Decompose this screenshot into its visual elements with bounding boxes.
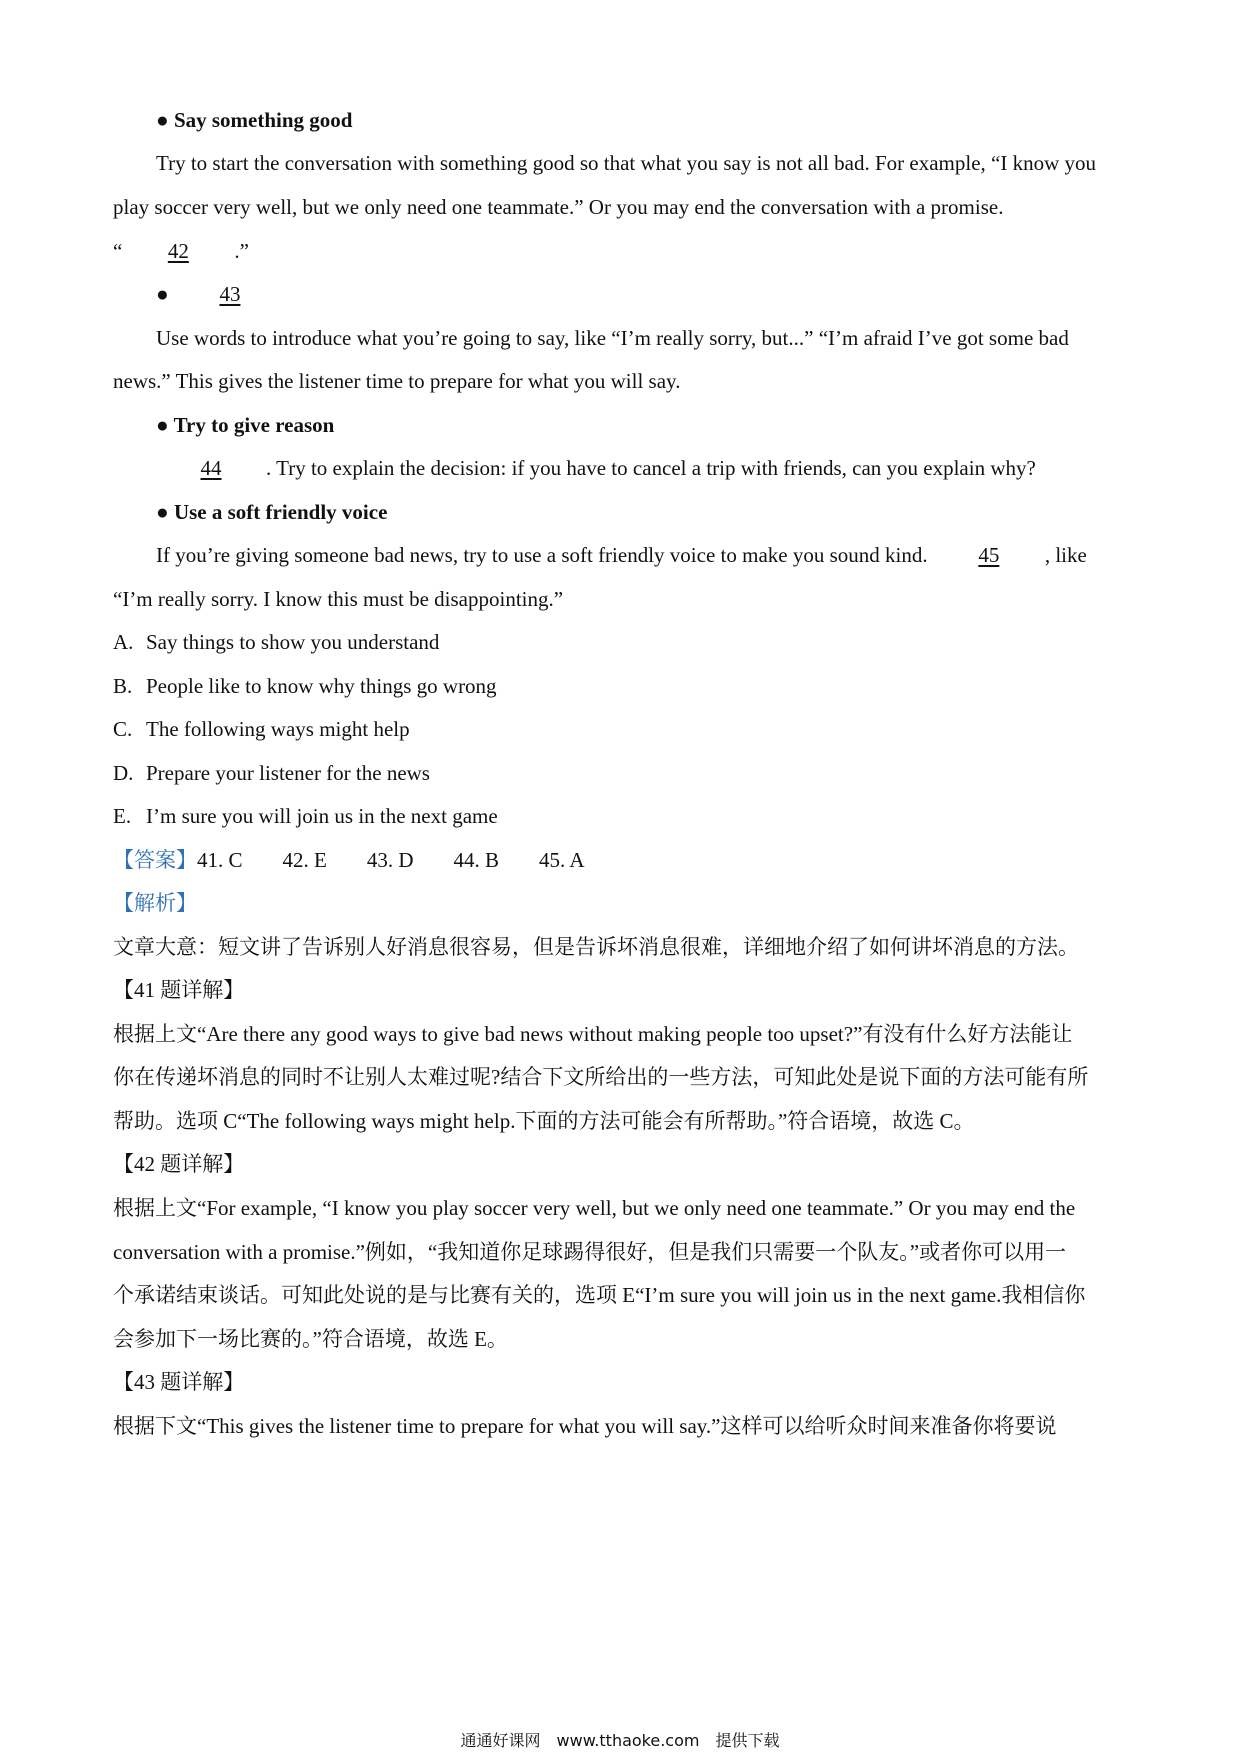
analysis-line: conversation with a promise.”例如，“我知道你足球踢得很好，但是我们只需要一个队友。”或者你可以用一 <box>113 1240 1067 1264</box>
analysis-label: 【解析】 <box>113 891 197 915</box>
option-letter: D. <box>113 761 134 785</box>
option-b <box>113 672 1133 700</box>
q41-label: 【41 题详解】 <box>113 978 245 1002</box>
option-letter: E. <box>113 804 132 828</box>
option-letter: A. <box>113 630 134 654</box>
analysis-line: 个承诺结束谈话。可知此处说的是与比赛有关的，选项 E“I’m sure you will join us in the next game.我相信你 <box>113 1283 1086 1307</box>
answer-item: 42. E <box>282 848 327 872</box>
analysis-line: 帮助。选项 C“The following ways might help.下面的方法可能会有所帮助。”符合语境，故选 C。 <box>113 1109 975 1133</box>
paragraph-line: “I’m really sorry. I know this must be disappointing.” <box>113 587 564 611</box>
option-text: People like to know why things go wrong <box>146 674 497 698</box>
option-text: The following ways might help <box>146 717 410 741</box>
option-c <box>113 715 1133 743</box>
heading-blank-43 <box>156 280 1176 308</box>
bullet: ● <box>156 282 169 306</box>
paragraph-line: play soccer very well, but we only need one teammate.” Or you may end the conversation with a promise. <box>113 195 1004 219</box>
analysis-line: 你在传递坏消息的同时不让别人太难过呢?结合下文所给出的一些方法，可知此处是说下面的方法可能有所 <box>113 1065 1089 1089</box>
answer-item: 43. D <box>366 848 414 872</box>
heading-say-something-good: ● Say something good <box>156 108 353 132</box>
blank-44-line <box>156 454 1176 482</box>
blank-43: 43 <box>219 282 241 306</box>
heading-text: Say something good <box>173 108 353 132</box>
paragraph-line: Try to start the conversation with something good so that what you say is not all bad. For example, “I know you <box>156 151 1097 175</box>
answer-label: 【答案】 <box>113 848 197 872</box>
open-quote: “ <box>113 239 123 263</box>
analysis-summary: 文章大意：短文讲了告诉别人好消息很容易，但是告诉坏消息很难，详细地介绍了如何讲坏消息的方法。 <box>113 935 1079 959</box>
close-quote: .” <box>234 239 249 263</box>
blank-42-line <box>113 237 1133 265</box>
option-letter: B. <box>113 674 133 698</box>
option-d <box>113 759 1133 787</box>
blank-44: 44 <box>200 456 222 480</box>
q42-label: 【42 题详解】 <box>113 1152 245 1176</box>
option-text: I’m sure you will join us in the next game <box>146 804 498 828</box>
blank-45-line <box>156 541 1176 569</box>
analysis-line: 根据上文“Are there any good ways to give bad news without making people too upset?”有没有什么好方法能让 <box>113 1022 1073 1046</box>
analysis-line: 会参加下一场比赛的。”符合语境，故选 E。 <box>113 1327 508 1351</box>
answer-line <box>113 846 1133 874</box>
q43-label: 【43 题详解】 <box>113 1370 245 1394</box>
option-letter: C. <box>113 717 133 741</box>
blank-45: 45 <box>978 543 1000 567</box>
paragraph-text: , like <box>1044 543 1087 567</box>
blank-42: 42 <box>167 239 189 263</box>
analysis-line: 根据下文“This gives the listener time to prepare for what you will say.”这样可以给听众时间来准备你将要说 <box>113 1414 1057 1438</box>
analysis-line: 根据上文“For example, “I know you play soccer very well, but we only need one teammate.” Or you may end the <box>113 1196 1076 1220</box>
option-e <box>113 802 1133 830</box>
paragraph-text: If you’re giving someone bad news, try to use a soft friendly voice to make you sound kind. <box>156 543 928 567</box>
heading-soft-voice: ● Use a soft friendly voice <box>156 500 388 524</box>
answer-item: 44. B <box>453 848 500 872</box>
answer-item: 41. C <box>197 848 243 872</box>
option-text: Say things to show you understand <box>146 630 440 654</box>
paragraph-text: . Try to explain the decision: if you have to cancel a trip with friends, can you explain why? <box>266 456 1036 480</box>
paragraph-line: news.” This gives the listener time to prepare for what you will say. <box>113 369 681 393</box>
page-footer: 通通好课网 www.tthaoke.com 提供下载 <box>460 1731 780 1750</box>
paragraph-line: Use words to introduce what you’re going to say, like “I’m really sorry, but...” “I’m afraid I’ve got some bad <box>156 326 1069 350</box>
heading-give-reason: ● Try to give reason <box>156 413 335 437</box>
heading-text: Use a soft friendly voice <box>173 500 388 524</box>
option-text: Prepare your listener for the news <box>146 761 430 785</box>
answer-item: 45. A <box>539 848 585 872</box>
option-a <box>113 628 1133 656</box>
heading-text: Try to give reason <box>173 413 335 437</box>
